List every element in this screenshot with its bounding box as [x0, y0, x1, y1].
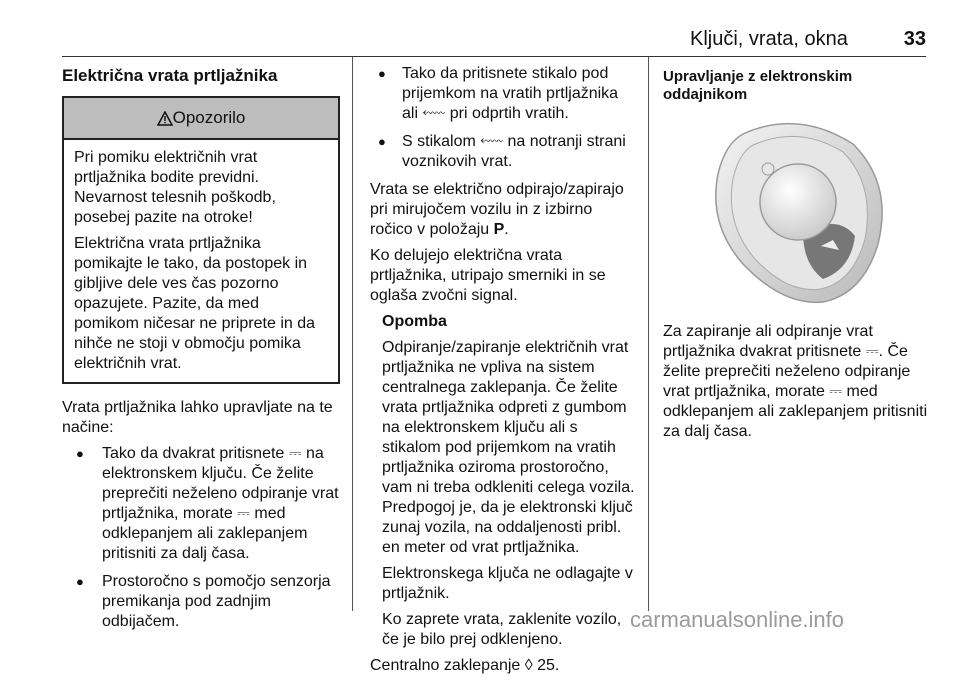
middle-column	[370, 64, 635, 682]
list-item: ● Tako da dvakrat pritisnete ⎓ na elektronskem ključu. Če želite preprečiti neželeno odpiranje vrat prtljažnika, morate ⎓ med odklepanjem ali zaklepanjem pritisniti za dalj časa.	[62, 444, 340, 564]
paragraph: Ko delujejo električna vrata prtljažnika, utripajo smerniki in se oglaša zvočni signal.	[370, 247, 606, 304]
list-item: ● Tako da pritisnete stikalo pod prijemkom na vratih prtljažnika ali ⬳ pri odprtih vratih.	[370, 64, 635, 124]
tailgate-switch-icon: ⬳	[422, 105, 446, 122]
section-heading: Električna vrata prtljažnika	[62, 66, 278, 85]
column-divider	[648, 57, 649, 611]
key-fob-figure	[703, 114, 928, 310]
warning-box	[62, 96, 340, 384]
section-heading: Upravljanje z elektronskim oddajnikom	[663, 68, 853, 103]
note-box	[370, 312, 635, 650]
note-title: Opomba	[382, 313, 447, 330]
warning-text: Električna vrata prtljažnika pomikajte le tako, da postopek in gibljive dele ves čas pozorno opazujete. Pazite, da med pomikom ničesar ne priprete in da nihče ne stoji v območju pomika električnih vrat.	[74, 235, 316, 372]
key-fob-image	[703, 114, 893, 304]
left-column	[62, 64, 340, 640]
tailgate-icon: ⎓	[829, 383, 843, 400]
list-item: ● Prostoročno s pomočjo senzorja premikanja pod zadnjim odbijačem.	[62, 572, 340, 632]
page-number: 33	[903, 28, 926, 50]
warning-text: Pri pomiku električnih vrat prtljažnika bodite previdni. Nevarnost telesnih poškodb, posebej pazite na otroke!	[74, 149, 276, 226]
paragraph: Vrata se električno odpirajo/zapirajo pri mirujočem vozilu in z izbirno ročico v položaju P.	[370, 181, 624, 238]
column-divider	[352, 57, 353, 611]
note-text: Odpiranje/zapiranje električnih vrat prtljažnika ne vpliva na sistem centralnega zaklepanja. Če želite vrata prtljažnika odpreti z gumbom na elektronskem ključu ali s stikalom pod prijemkom na vratih prtljažnika oziroma prostoročno, vam ni treba odkleniti celega vozila. Predpogoj je, da je elektronski ključ zunaj vozila, na oddaljenosti pribl. en meter od vrat prtljažnika.	[382, 339, 635, 556]
note-text: Elektronskega ključa ne odlagajte v prtljažnik.	[382, 565, 633, 602]
reference-arrow-icon: ◊	[524, 657, 533, 674]
warning-triangle-icon	[157, 111, 173, 126]
right-column	[663, 64, 928, 448]
list-item: ● S stikalom ⬳ na notranji strani voznikovih vrat.	[370, 132, 635, 172]
warning-header	[64, 98, 338, 140]
running-header-title: Ključi, vrata, okna	[690, 28, 848, 50]
tailgate-switch-icon: ⬳	[480, 133, 504, 150]
tailgate-icon: ⎓	[237, 505, 250, 522]
watermark: carmanualsonline.info	[630, 607, 845, 632]
tailgate-icon: ⎓	[865, 343, 879, 360]
paragraph: Za zapiranje ali odpiranje vrat prtljažnika dvakrat pritisnete ⎓. Če želite preprečiti neželeno odpiranje vrat prtljažnika, morate ⎓ med odklepanjem ali zaklepanjem pritisniti za dalj časa.	[663, 323, 928, 440]
cross-reference[interactable]: Centralno zaklepanje ◊ 25.	[370, 657, 560, 674]
header-rule	[62, 56, 926, 57]
intro-paragraph: Vrata prtljažnika lahko upravljate na te načine:	[62, 399, 333, 436]
note-text: Ko zaprete vrata, zaklenite vozilo, če je bilo prej odklenjeno.	[382, 611, 622, 648]
tailgate-icon: ⎓	[288, 445, 302, 462]
warning-title: Opozorilo	[172, 108, 246, 127]
